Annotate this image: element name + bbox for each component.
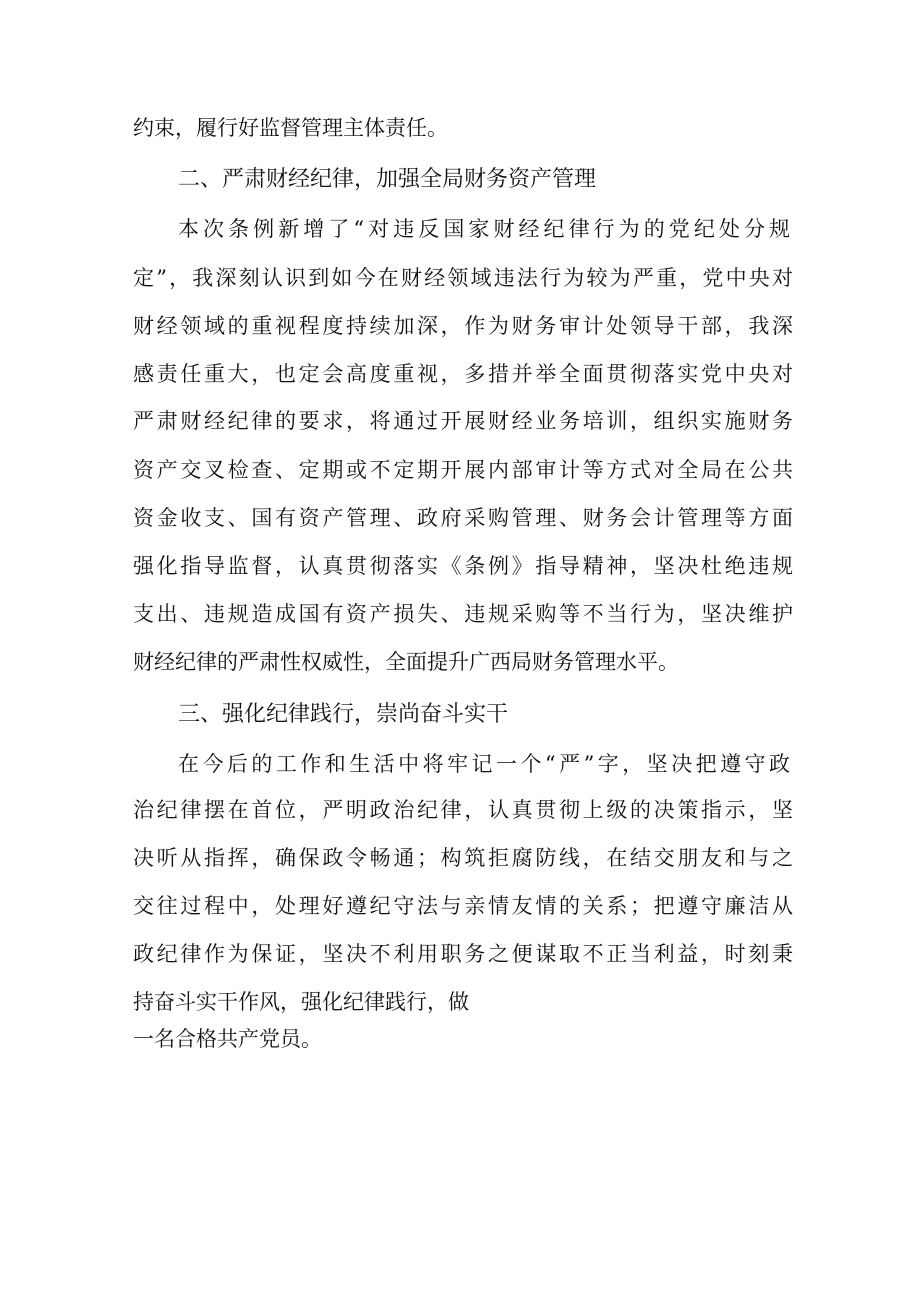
section-heading-3: 三、强化纪律践行，崇尚奋斗实干 (178, 702, 509, 727)
paragraph-line: 支出、违规造成国有资产损失、违规采购等不当行为，坚决维护 (133, 602, 793, 626)
paragraph-line: 一名合格共产党员。 (133, 1027, 322, 1051)
paragraph-line: 资金收支、国有资产管理、政府采购管理、财务会计管理等方面 (133, 506, 793, 530)
paragraph-line: 财经纪律的严肃性权威性，全面提升广西局财务管理水平。 (133, 650, 679, 674)
paragraph-line: 财经领域的重视程度持续加深，作为财务审计处领导干部，我深 (133, 314, 793, 338)
paragraph-line: 严肃财经纪律的要求，将通过开展财经业务培训，组织实施财务 (133, 409, 793, 433)
paragraph-line: 在今后的工作和生活中将牢记一个“严”字，坚决把遵守政 (178, 752, 790, 776)
paragraph-line: 持奋斗实干作风，强化纪律践行，做 (133, 990, 469, 1014)
paragraph-line: 约束，履行好监督管理主体责任。 (133, 116, 448, 140)
paragraph-line: 政纪律作为保证，坚决不利用职务之便谋取不正当利益，时刻秉 (133, 942, 793, 966)
paragraph-line: 资产交叉检查、定期或不定期开展内部审计等方式对全局在公共 (133, 458, 793, 482)
paragraph-line: 交往过程中，处理好遵纪守法与亲情友情的关系；把遵守廉洁从 (133, 894, 793, 918)
paragraph-line: 定”，我深刻认识到如今在财经领域违法行为较为严重，党中央对 (133, 266, 793, 290)
paragraph-line: 感责任重大，也定会高度重视，多措并举全面贯彻落实党中央对 (133, 362, 793, 386)
paragraph-line: 本次条例新增了“对违反国家财经纪律行为的党纪处分规 (178, 217, 790, 241)
paragraph-line: 强化指导监督，认真贯彻落实《条例》指导精神，坚决杜绝违规 (133, 554, 793, 578)
section-heading-2: 二、严肃财经纪律，加强全局财务资产管理 (178, 167, 597, 192)
paragraph-line: 治纪律摆在首位，严明政治纪律，认真贯彻上级的决策指示，坚 (133, 798, 793, 822)
paragraph-line: 决听从指挥，确保政令畅通；构筑拒腐防线，在结交朋友和与之 (133, 846, 793, 870)
